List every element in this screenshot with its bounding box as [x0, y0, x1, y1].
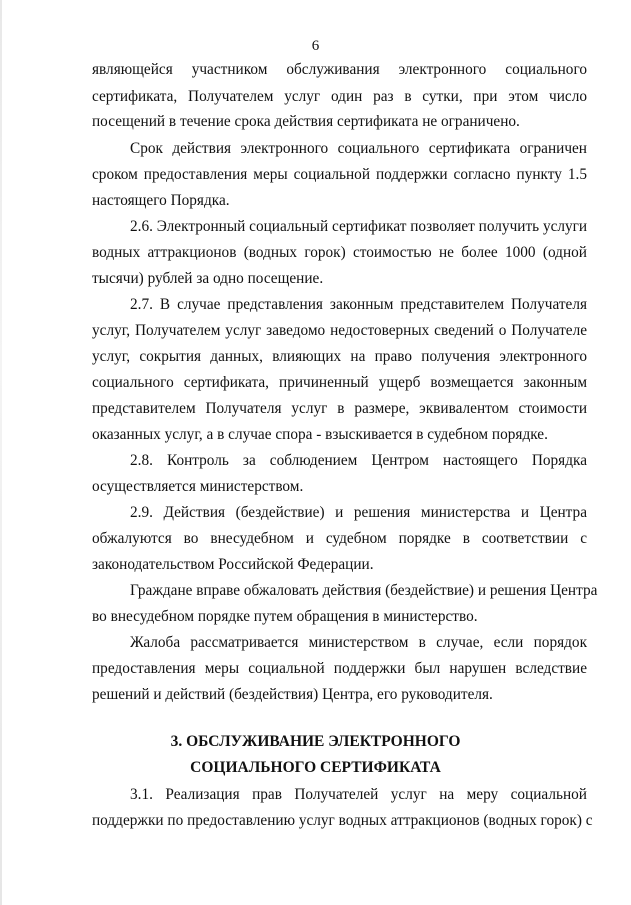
text-line: 2.9. Действия (бездействие) и решения министерства и Центра: [130, 504, 587, 521]
text-line: решений и действий (бездействия) Центра, его руководителя.: [92, 686, 493, 703]
text-line: 3.1. Реализация прав Получателей услуг на меру социальной: [130, 786, 587, 803]
text-line: тысячи) рублей за одно посещение.: [92, 270, 324, 287]
text-line: во внесудебном порядке путем обращения в министерство.: [92, 608, 478, 625]
page-number: 6: [311, 38, 320, 54]
text-line: Жалоба рассматривается министерством в случае, если порядок: [130, 634, 587, 651]
text-line: настоящего Порядка.: [92, 192, 230, 209]
text-line: 2.7. В случае представления законным представителем Получателя: [130, 296, 587, 313]
text-line: законодательством Российской Федерации.: [92, 556, 374, 573]
text-line: водных аттракционов (водных горок) стоимостью не более 1000 (одной: [92, 244, 587, 261]
text-line: Граждане вправе обжаловать действия (бездействие) и решения Центра: [130, 582, 598, 599]
text-line: сертификата, Получателем услуг один раз в сутки, при этом число: [92, 88, 587, 105]
text-line: осуществляется министерством.: [92, 478, 304, 495]
text-line: 2.8. Контроль за соблюдением Центром настоящего Порядка: [130, 452, 587, 469]
text-line: обжалуются во внесудебном и судебном порядке в соответствии с: [92, 530, 587, 547]
text-line: услуг, Получателем услуг заведомо недостоверных сведений о Получателе: [92, 322, 587, 339]
text-line: представителем Получателя услуг в размере, эквивалентом стоимости: [92, 400, 587, 417]
text-line: поддержки по предоставлению услуг водных аттракционов (водных горок) с: [92, 812, 593, 829]
text-line: услуг, сокрытия данных, влияющих на право получения электронного: [92, 348, 587, 365]
text-line: Срок действия электронного социального сертификата ограничен: [130, 140, 587, 157]
text-line: предоставления меры социальной поддержки был нарушен вследствие: [92, 660, 587, 677]
text-line: являющейся участником обслуживания электронного социального: [92, 61, 587, 78]
text-line: 2.6. Электронный социальный сертификат позволяет получить услуги: [130, 218, 588, 235]
section-heading-line-2: СОЦИАЛЬНОГО СЕРТИФИКАТА: [190, 759, 441, 776]
section-heading-line-1: 3. ОБСЛУЖИВАНИЕ ЭЛЕКТРОННОГО: [170, 733, 461, 750]
text-line: социального сертификата, причиненный ущерб возмещается законным: [92, 374, 587, 391]
text-line: посещений в течение срока действия сертификата не ограничено.: [92, 113, 520, 130]
text-line: оказанных услуг, а в случае спора - взыскивается в судебном порядке.: [92, 426, 548, 443]
text-line: сроком предоставления меры социальной поддержки согласно пункту 1.5: [92, 166, 587, 183]
